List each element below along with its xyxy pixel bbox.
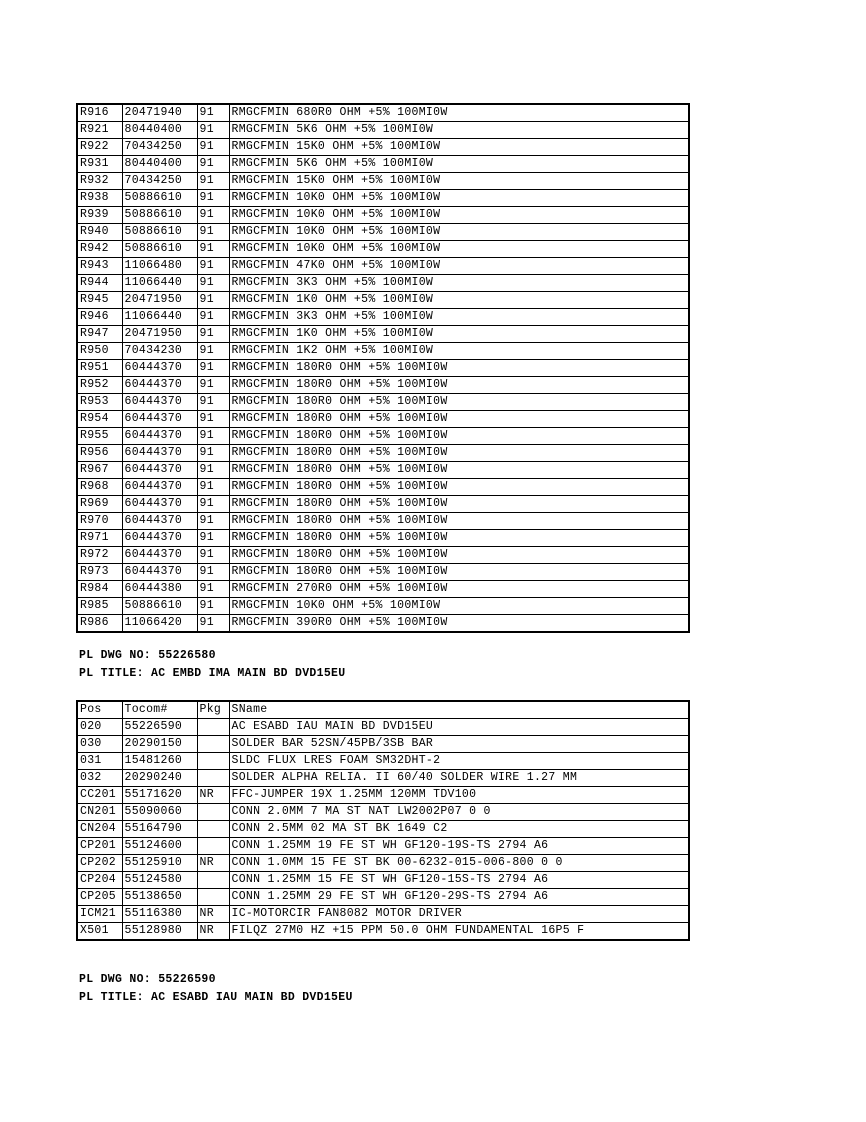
pkg-cell: NR [197,787,229,804]
table-row [77,411,689,428]
sname-cell: RMGCFMIN 3K3 OHM +5% 100MI0W [229,309,689,326]
pkg-cell [197,804,229,821]
pkg-cell [197,838,229,855]
table-row [77,190,689,207]
tocom-cell: 55124600 [122,838,197,855]
pkg-cell [197,736,229,753]
pos-cell: R942 [77,241,122,258]
pkg-cell: 91 [197,513,229,530]
pkg-cell: NR [197,906,229,923]
table-row [77,581,689,598]
pkg-cell: 91 [197,496,229,513]
pos-cell: R922 [77,139,122,156]
tocom-cell: 50886610 [122,224,197,241]
sname-cell: SOLDER ALPHA RELIA. II 60/40 SOLDER WIRE 1.27 MM [229,770,689,787]
table-row [77,530,689,547]
sname-cell: RMGCFMIN 10K0 OHM +5% 100MI0W [229,207,689,224]
pos-cell: R950 [77,343,122,360]
tocom-cell: 11066440 [122,275,197,292]
pos-cell: R956 [77,445,122,462]
table-row [77,156,689,173]
pos-cell: R985 [77,598,122,615]
table-row [77,258,689,275]
tocom-header: Tocom# [122,701,197,719]
tocom-cell: 11066440 [122,309,197,326]
table-row [77,923,689,941]
sname-cell: CONN 1.25MM 19 FE ST WH GF120-19S-TS 2794 A6 [229,838,689,855]
sname-cell: RMGCFMIN 180R0 OHM +5% 100MI0W [229,360,689,377]
table-row [77,787,689,804]
tocom-cell: 55116380 [122,906,197,923]
pkg-cell: 91 [197,156,229,173]
pos-cell: R938 [77,190,122,207]
sname-cell: CONN 2.5MM 02 MA ST BK 1649 C2 [229,821,689,838]
tocom-cell: 60444370 [122,462,197,479]
table-row [77,326,689,343]
pkg-cell: 91 [197,343,229,360]
sname-cell: CONN 1.25MM 15 FE ST WH GF120-15S-TS 2794 A6 [229,872,689,889]
sname-cell: RMGCFMIN 180R0 OHM +5% 100MI0W [229,428,689,445]
tocom-cell: 70434230 [122,343,197,360]
table-row [77,598,689,615]
table-row [77,719,689,736]
pos-cell: R984 [77,581,122,598]
pos-cell: 031 [77,753,122,770]
pl-dwg-no-heading: PL DWG NO: 55226590 [79,973,216,986]
pkg-header: Pkg [197,701,229,719]
sname-cell: RMGCFMIN 390R0 OHM +5% 100MI0W [229,615,689,633]
tocom-cell: 55124580 [122,872,197,889]
pkg-cell: 91 [197,241,229,258]
tocom-cell: 70434250 [122,139,197,156]
pos-cell: 030 [77,736,122,753]
sname-cell: RMGCFMIN 180R0 OHM +5% 100MI0W [229,479,689,496]
sname-cell: SOLDER BAR 52SN/45PB/3SB BAR [229,736,689,753]
pos-cell: CP204 [77,872,122,889]
sname-cell: RMGCFMIN 1K0 OHM +5% 100MI0W [229,326,689,343]
pkg-cell: 91 [197,173,229,190]
pkg-cell: 91 [197,326,229,343]
table-row [77,838,689,855]
pkg-cell: 91 [197,581,229,598]
tocom-cell: 55090060 [122,804,197,821]
sname-cell: RMGCFMIN 10K0 OHM +5% 100MI0W [229,241,689,258]
tocom-cell: 20290150 [122,736,197,753]
pos-cell: R968 [77,479,122,496]
pos-cell: R944 [77,275,122,292]
pos-header: Pos [77,701,122,719]
pkg-cell: 91 [197,445,229,462]
table-row [77,377,689,394]
pos-cell: R967 [77,462,122,479]
table-row [77,360,689,377]
tocom-cell: 50886610 [122,207,197,224]
pos-cell: CN204 [77,821,122,838]
pos-cell: CP201 [77,838,122,855]
tocom-cell: 60444370 [122,428,197,445]
sname-cell: AC ESABD IAU MAIN BD DVD15EU [229,719,689,736]
sname-cell: RMGCFMIN 10K0 OHM +5% 100MI0W [229,190,689,207]
pos-cell: R921 [77,122,122,139]
table-row [77,292,689,309]
table-row [77,104,689,122]
pl-title-heading: PL TITLE: AC EMBD IMA MAIN BD DVD15EU [79,667,346,680]
sname-cell: RMGCFMIN 1K0 OHM +5% 100MI0W [229,292,689,309]
pos-cell: R952 [77,377,122,394]
tocom-cell: 60444370 [122,445,197,462]
pkg-cell [197,719,229,736]
sname-cell: RMGCFMIN 10K0 OHM +5% 100MI0W [229,224,689,241]
tocom-cell: 20290240 [122,770,197,787]
pkg-cell: NR [197,855,229,872]
pos-cell: R973 [77,564,122,581]
pkg-cell: 91 [197,104,229,122]
sname-cell: RMGCFMIN 3K3 OHM +5% 100MI0W [229,275,689,292]
pkg-cell: 91 [197,122,229,139]
table-row [77,139,689,156]
pkg-cell: 91 [197,411,229,428]
tocom-cell: 60444370 [122,513,197,530]
table-header-row [77,701,689,719]
pos-cell: R969 [77,496,122,513]
pos-cell: R916 [77,104,122,122]
pkg-cell: 91 [197,547,229,564]
pos-cell: R945 [77,292,122,309]
table-row [77,906,689,923]
tocom-cell: 60444370 [122,377,197,394]
table-row [77,753,689,770]
tocom-cell: 20471940 [122,104,197,122]
sname-cell: RMGCFMIN 5K6 OHM +5% 100MI0W [229,156,689,173]
parts-table-body [77,104,689,632]
tocom-cell: 20471950 [122,292,197,309]
pkg-cell: 91 [197,564,229,581]
pkg-cell: 91 [197,479,229,496]
sname-cell: RMGCFMIN 680R0 OHM +5% 100MI0W [229,104,689,122]
tocom-cell: 60444380 [122,581,197,598]
tocom-cell: 20471950 [122,326,197,343]
sname-cell: RMGCFMIN 180R0 OHM +5% 100MI0W [229,377,689,394]
sname-header: SName [229,701,689,719]
table-row [77,804,689,821]
tocom-cell: 55138650 [122,889,197,906]
pl-dwg-no-heading: PL DWG NO: 55226580 [79,649,216,662]
sname-cell: RMGCFMIN 180R0 OHM +5% 100MI0W [229,462,689,479]
tocom-cell: 50886610 [122,241,197,258]
table-row [77,615,689,633]
table-row [77,821,689,838]
table-row [77,513,689,530]
pkg-cell: 91 [197,190,229,207]
pos-cell: R931 [77,156,122,173]
pkg-cell: 91 [197,530,229,547]
sname-cell: SLDC FLUX LRES FOAM SM32DHT-2 [229,753,689,770]
table-row [77,241,689,258]
pos-cell: R970 [77,513,122,530]
sname-cell: RMGCFMIN 15K0 OHM +5% 100MI0W [229,173,689,190]
tocom-cell: 55171620 [122,787,197,804]
table-row [77,394,689,411]
sname-cell: CONN 1.0MM 15 FE ST BK 00-6232-015-006-800 0 0 [229,855,689,872]
tocom-cell: 50886610 [122,190,197,207]
sname-cell: FILQZ 27M0 HZ +15 PPM 50.0 OHM FUNDAMENTAL 16P5 F [229,923,689,941]
table-row [77,445,689,462]
pos-cell: R932 [77,173,122,190]
sname-cell: RMGCFMIN 47K0 OHM +5% 100MI0W [229,258,689,275]
table-row [77,275,689,292]
sname-cell: RMGCFMIN 10K0 OHM +5% 100MI0W [229,598,689,615]
pos-cell: X501 [77,923,122,941]
pos-cell: CN201 [77,804,122,821]
pos-cell: R939 [77,207,122,224]
table-row [77,547,689,564]
pos-cell: 032 [77,770,122,787]
pkg-cell: 91 [197,292,229,309]
table-row [77,564,689,581]
pkg-cell: 91 [197,139,229,156]
pos-cell: ICM21 [77,906,122,923]
tocom-cell: 11066420 [122,615,197,633]
sname-cell: RMGCFMIN 5K6 OHM +5% 100MI0W [229,122,689,139]
sname-cell: CONN 2.0MM 7 MA ST NAT LW2002P07 0 0 [229,804,689,821]
table-row [77,770,689,787]
table-row [77,462,689,479]
sname-cell: RMGCFMIN 180R0 OHM +5% 100MI0W [229,564,689,581]
sname-cell: IC-MOTORCIR FAN8082 MOTOR DRIVER [229,906,689,923]
pos-cell: R971 [77,530,122,547]
sname-cell: RMGCFMIN 270R0 OHM +5% 100MI0W [229,581,689,598]
sname-cell: CONN 1.25MM 29 FE ST WH GF120-29S-TS 2794 A6 [229,889,689,906]
table-row [77,855,689,872]
pos-cell: R955 [77,428,122,445]
pos-cell: R947 [77,326,122,343]
table-row [77,173,689,190]
pl-title-heading: PL TITLE: AC ESABD IAU MAIN BD DVD15EU [79,991,353,1004]
tocom-cell: 50886610 [122,598,197,615]
table-row [77,496,689,513]
tocom-cell: 80440400 [122,156,197,173]
table-row [77,309,689,326]
table-row [77,872,689,889]
pos-cell: R954 [77,411,122,428]
table-row [77,736,689,753]
pos-cell: R943 [77,258,122,275]
pos-cell: CP205 [77,889,122,906]
table-row [77,343,689,360]
pos-cell: R953 [77,394,122,411]
tocom-cell: 55226590 [122,719,197,736]
sname-cell: RMGCFMIN 180R0 OHM +5% 100MI0W [229,547,689,564]
tocom-cell: 60444370 [122,530,197,547]
table-row [77,224,689,241]
pos-cell: CP202 [77,855,122,872]
tocom-cell: 60444370 [122,394,197,411]
tocom-cell: 55164790 [122,821,197,838]
tocom-cell: 60444370 [122,360,197,377]
pos-cell: R972 [77,547,122,564]
tocom-cell: 60444370 [122,411,197,428]
pkg-cell: 91 [197,615,229,633]
pkg-cell: 91 [197,377,229,394]
table-row [77,428,689,445]
pkg-cell [197,872,229,889]
sname-cell: RMGCFMIN 180R0 OHM +5% 100MI0W [229,513,689,530]
sname-cell: RMGCFMIN 180R0 OHM +5% 100MI0W [229,530,689,547]
pkg-cell: 91 [197,309,229,326]
sname-cell: FFC-JUMPER 19X 1.25MM 120MM TDV100 [229,787,689,804]
pos-cell: 020 [77,719,122,736]
sname-cell: RMGCFMIN 180R0 OHM +5% 100MI0W [229,411,689,428]
pkg-cell: 91 [197,462,229,479]
tocom-cell: 55125910 [122,855,197,872]
tocom-cell: 60444370 [122,479,197,496]
pkg-cell: 91 [197,207,229,224]
parts-table-resistors [76,103,690,633]
sname-cell: RMGCFMIN 15K0 OHM +5% 100MI0W [229,139,689,156]
tocom-cell: 55128980 [122,923,197,941]
sname-cell: RMGCFMIN 180R0 OHM +5% 100MI0W [229,394,689,411]
sname-cell: RMGCFMIN 180R0 OHM +5% 100MI0W [229,496,689,513]
table-row [77,207,689,224]
tocom-cell: 60444370 [122,564,197,581]
pkg-cell: 91 [197,360,229,377]
pos-cell: R986 [77,615,122,633]
pkg-cell: 91 [197,394,229,411]
table-row [77,889,689,906]
pkg-cell: 91 [197,275,229,292]
sname-cell: RMGCFMIN 1K2 OHM +5% 100MI0W [229,343,689,360]
pkg-cell [197,821,229,838]
pkg-cell [197,770,229,787]
sname-cell: RMGCFMIN 180R0 OHM +5% 100MI0W [229,445,689,462]
parts-table-main-bd [76,700,690,941]
pos-cell: CC201 [77,787,122,804]
pkg-cell: 91 [197,428,229,445]
pkg-cell [197,753,229,770]
tocom-cell: 11066480 [122,258,197,275]
pkg-cell: NR [197,923,229,941]
tocom-cell: 60444370 [122,496,197,513]
tocom-cell: 80440400 [122,122,197,139]
tocom-cell: 15481260 [122,753,197,770]
pos-cell: R951 [77,360,122,377]
parts-table-body [77,701,689,940]
pos-cell: R940 [77,224,122,241]
pkg-cell: 91 [197,224,229,241]
table-row [77,122,689,139]
pkg-cell [197,889,229,906]
pkg-cell: 91 [197,258,229,275]
table-row [77,479,689,496]
tocom-cell: 60444370 [122,547,197,564]
pkg-cell: 91 [197,598,229,615]
tocom-cell: 70434250 [122,173,197,190]
pos-cell: R946 [77,309,122,326]
